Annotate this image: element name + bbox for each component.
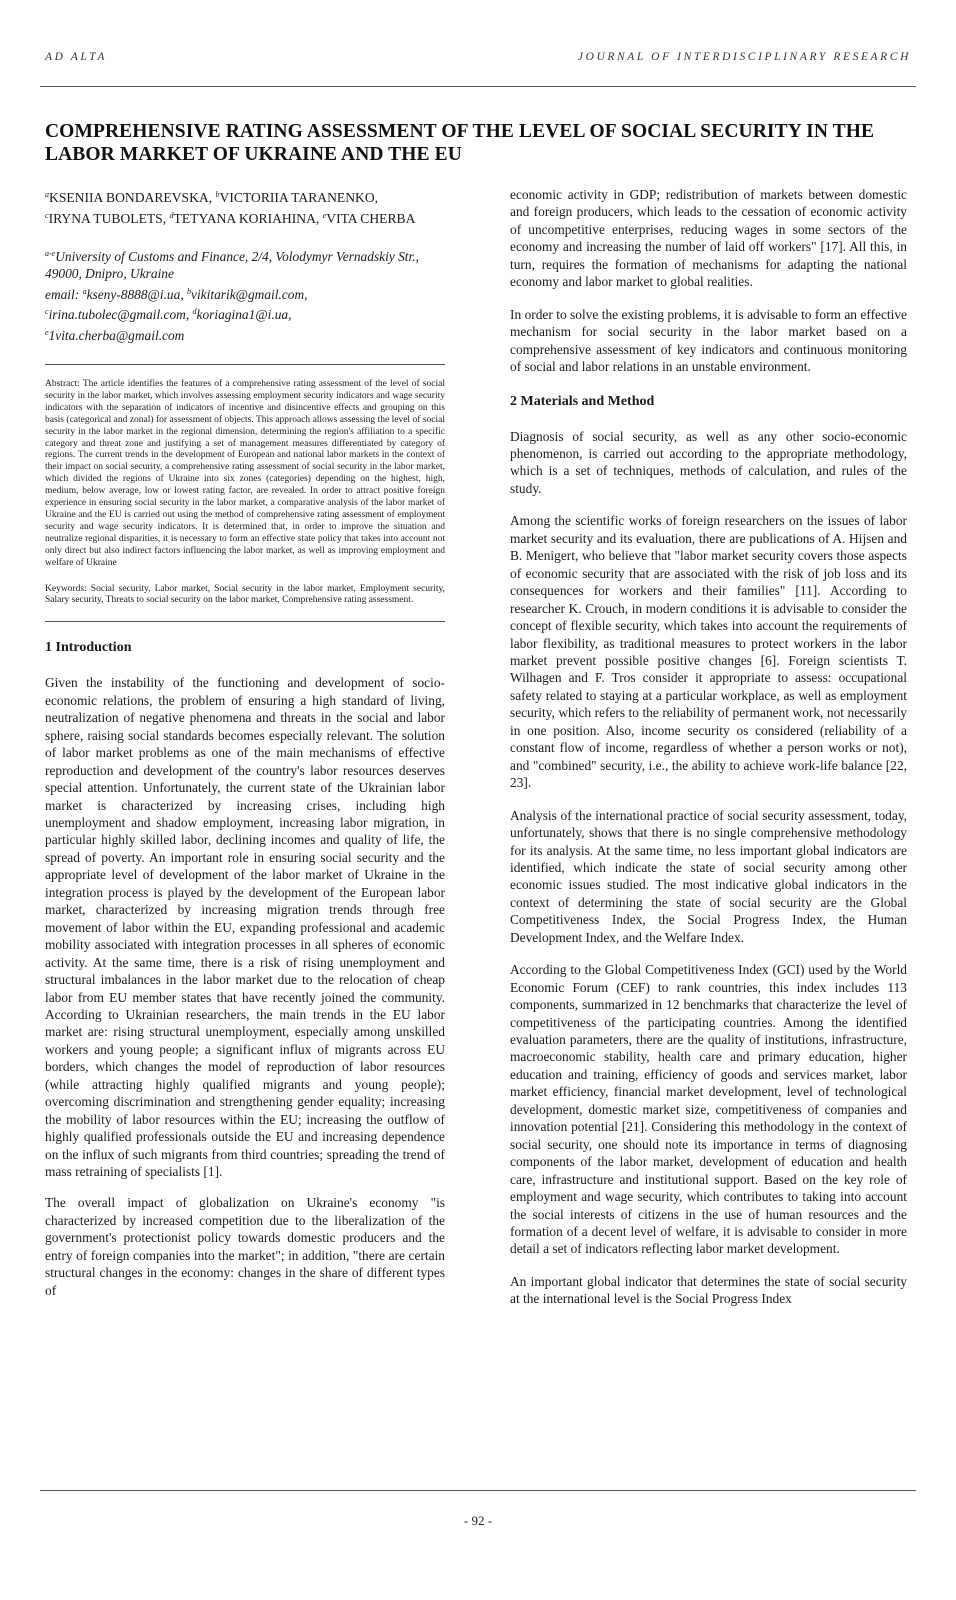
- author-name: VICTORIIA TARANENKO,: [219, 190, 379, 205]
- body-paragraph: An important global indicator that determines the state of social security at the international level is the Social Progress Index: [510, 1273, 907, 1307]
- author-marker: e: [322, 210, 327, 220]
- abstract-bottom-rule: [45, 621, 445, 622]
- email-address[interactable]: vikitarik@gmail.com,: [191, 286, 308, 302]
- body-paragraph: Among the scientific works of foreign researchers on the issues of labor market security and its evaluation, there are publications of A. Hijsen and B. Menigert, who believe that "labor market security covers those aspects of economic security that are associated with the risk of job loss and its consequences for workers and their families" [11]. According to researcher K. Crouch, in modern conditions it is advisable to consider the concept of flexible security, which takes into account the requirements of labor flexibility, as traditional measures to protect workers in the labor market prevent possible positive changes [6]. Foreign scientists T. Wilhagen and F. Tros consider it appropriate to assess: occupational safety related to staying at a particular workplace, as well as employment security, which refers to the reliability of permanent work, not necessarily in one position. Also, income security os considered (reliability of a constant flow of income, regardless of whether a person works or not), and "combined" security, i.e., the ability to achieve work-life balance [22, 23].: [510, 513, 907, 791]
- header-rule: [40, 86, 916, 87]
- author-marker: b: [215, 190, 220, 199]
- email-marker: e: [45, 327, 49, 337]
- email-prefix: email:: [45, 286, 83, 302]
- footer-rule: [40, 1490, 916, 1491]
- affiliation-marker: a-e: [45, 249, 56, 258]
- body-paragraph: According to the Global Competitiveness Index (GCI) used by the World Economic Forum (CEF) to rank countries, this index includes 113 components, summarized in 12 benchmarks that characterize the level of competitiveness of the participating countries. Among the identified evaluation parameters, there are the quality of institutions, infrastructure, macroeconomic stability, health care and primary education, higher education and training, efficiency of goods and services market, labor market efficiency, financial market development, level of technological development, domestic market size, competitiveness of companies and innovation potential [21]. Considering this methodology in the context of social security, one should note its importance in terms of diagnosing components of the labor market, development of education and health care, infrastructure and institutional support. Based on the key role of employment and wage security, which contributes to taking into account the social interests of citizens in the use of human resources and the formation of a decent level of welfare, it is advisable to consider in more detail a set of indicators reflecting labor market development.: [510, 962, 907, 1257]
- abstract: Abstract: The article identifies the features of a comprehensive rating assessment of the level of social security in the labor market, which involves assessing employment security indicators and wage security indicators with the separation of indicators of incentive and disincentive effects and grouping on this basis (categorical and zonal) for assessment of objects. This approach allows assessing the level of social security in the labor market in the regional dimension, determining the region's affiliation to a specific category and threat zone and justifying a set of management measures differentiated by category of regions. The current trends in the development of European and national labor markets in the context of their impact on social security, a comprehensive rating assessment of social security in the labor market, which divided the regions of Ukraine into six zones (categories) depending on the highest, high, medium, below average, low or lowest rating factor, are revealed. In order to attract positive foreign experience in ensuring social security in the labor market, a comparative analysis of the labor market of Ukraine and the EU is carried out using the method of comprehensive rating assessment of employment security and wage security indicators. It is determined that, in order to improve the situation and neutralize regional disparities, it is necessary to form an effective state policy that takes into account not only direct but also indirect factors influencing the labor market, as well as improving employment and welfare of Ukraine: [45, 379, 445, 568]
- section-heading-introduction: 1 Introduction: [45, 640, 132, 656]
- affiliation-text: University of Customs and Finance, 2/4, Volodymyr Vernadskiy Str., 49000, Dnipro, Ukraine: [45, 249, 419, 282]
- body-paragraph: Analysis of the international practice of social security assessment, today, unfortunately, shows that there is no single comprehensive methodology for its analysis. At the same time, no less important global indicators are identified, which indicate the state of social security among other economic issues studied. The most indicative global indicators in the context of determining the state of social security are the Global Competitiveness Index, the Social Progress Index, the Human Development Index, and the Welfare Index.: [510, 807, 907, 945]
- section-heading-materials-and-method: 2 Materials and Method: [510, 393, 655, 409]
- abstract-top-rule: [45, 364, 445, 365]
- affiliation: [45, 245, 445, 283]
- email-marker: d: [192, 307, 197, 317]
- body-paragraph: In order to solve the existing problems, it is advisable to form an effective mechanism for social security in the labor market based on a comprehensive assessment of key indicators and continuous monitoring of social and labor relations in an unstable environment.: [510, 306, 907, 375]
- email-address[interactable]: koriagina1@i.ua,: [196, 307, 292, 323]
- keywords: Keywords: Social security, Labor market, Social security in the labor market, Employment security, Salary security, Threats to social security on the labor market, Comprehensive rating assessment.: [45, 583, 445, 606]
- author-marker: c: [45, 210, 49, 220]
- body-paragraph: Diagnosis of social security, as well as any other socio-economic phenomenon, is carried out according to the appropriate methodology, which is a set of techniques, methods of calculation, and rules of the study.: [510, 428, 907, 496]
- author-name: KSENIIA BONDAREVSKA,: [49, 190, 216, 205]
- running-head: [45, 51, 911, 67]
- author-marker: a: [45, 190, 49, 199]
- email-marker: b: [187, 286, 192, 296]
- author-name: IRYNA TUBOLETS,: [48, 210, 170, 226]
- email-list: [45, 283, 445, 344]
- body-paragraph: The overall impact of globalization on Ukraine's economy "is characterized by increased competition due to the liberalization of the government's protectionist policy towards domestic producers and the entry of foreign companies into the market"; in addition, "there are certain structural changes in the economy: changes in the share of different types of: [45, 1195, 445, 1298]
- email-marker: c: [45, 307, 49, 317]
- email-marker: a: [82, 286, 87, 296]
- body-paragraph: economic activity in GDP; redistribution of markets between domestic and foreign producers, which leads to the cessation of economic activity of uncompetitive enterprises, reducing wages in some sectors of the economy and increasing the number of laid off workers" [17]. All this, in turn, requires the formation of mechanisms for adapting the national economy and labor market to global realities.: [510, 187, 907, 290]
- author-marker: d: [169, 210, 174, 220]
- right-column: [510, 186, 907, 1308]
- author-name: VITA CHERBA: [326, 210, 416, 226]
- left-column: [45, 186, 445, 1299]
- author-name: TETYANA KORIAHINA,: [173, 210, 323, 226]
- page-number: - 92 -: [463, 1513, 493, 1528]
- journal-full-name: JOURNAL OF INTERDISCIPLINARY RESEARCH: [577, 51, 911, 63]
- email-address[interactable]: 1vita.cherba@gmail.com: [48, 327, 185, 343]
- author-list: [45, 186, 445, 227]
- journal-short-name: AD ALTA: [45, 51, 107, 63]
- email-address[interactable]: irina.tubolec@gmail.com,: [48, 307, 193, 323]
- email-address[interactable]: kseny-8888@i.ua,: [86, 286, 188, 302]
- paper-title: COMPREHENSIVE RATING ASSESSMENT OF THE LEVEL OF SOCIAL SECURITY IN THE LABOR MARKET OF UKRAINE AND THE EU: [45, 121, 875, 165]
- body-paragraph: Given the instability of the functioning and development of socio-economic relations, the problem of ensuring a high standard of living, neutralization of negative phenomena and threats in the social and labor sphere, raising social standards becomes especially relevant. The solution of labor market problems as one of the main mechanisms of effective reproduction and development of the country's labor resources deserves special attention. Unfortunately, the current state of the Ukrainian labor market is characterized by increasing crises, including high unemployment and shadow employment, increasing labor migration, in particular highly skilled labor, declining incomes and quality of life, the spread of poverty. An important role in ensuring social security and the appropriate level of development of the labor market of Ukraine in the integration process is played by the development of the European labor market, characterized by increasing migration trends through free movement of labor within the EU, expanding professional and academic mobility associated with integration processes in all spheres of economic activity. At the same time, there is a risk of rising unemployment and structural imbalances in the labor market due to the relocation of cheap labor from EU member states that have recently joined the community. According to Ukrainian researchers, the main trends in the EU labor market are: rising structural unemployment, especially among unskilled workers and young people; a significant influx of migrants across EU borders, which changes the model of reproduction of labor resources (while attracting highly qualified migrants and young people); overcoming discrimination and strengthening gender equality; increasing the mobility of labor resources within the EU; increasing the outflow of highly qualified professionals outside the EU and increasing dependence on the influx of such migrants from third countries; spreading the trend of mass retraining of specialists [1].: [45, 675, 445, 1180]
